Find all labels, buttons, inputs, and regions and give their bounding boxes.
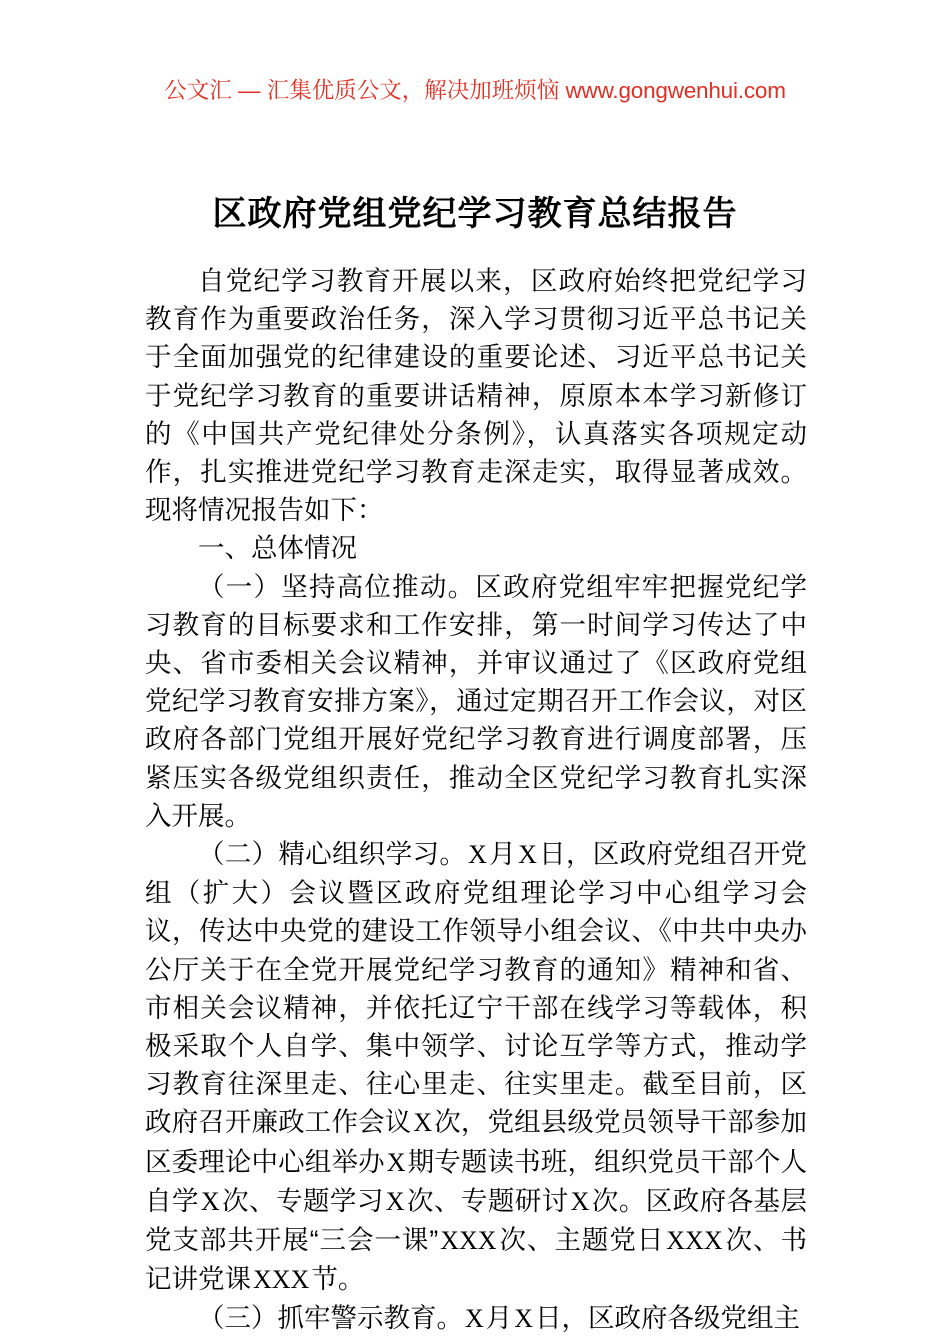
placeholder-token: X: [386, 1147, 406, 1177]
document-body: [145, 262, 807, 1339]
text-run: 次、专题学习: [221, 1185, 384, 1216]
watermark-url: www.gongwenhui.com: [565, 78, 786, 103]
text-run: 日，区政府党组召开党组（扩大）会议暨区政府党组理论学习中心组学习会议，传达中央党的建设工作领导小组会议、《中共中央办公厅关于在全党开展党纪学习教育的通知》精神和省、市相关会议精神，并依托辽宁干部在线学习等载体，积极采取个人自学、集中领学、讨论互学等方式，推动学习教育往深里走、往心里走、往实里走。截至目前，区政府召开廉政工作会议: [145, 839, 808, 1138]
text-run: 期专题读书班，组织党员干部个人自学: [145, 1146, 808, 1216]
watermark-slogan: 公文汇 — 汇集优质公文，解决加班烦恼: [164, 78, 566, 103]
text-run: 日，区政府各级党组主: [535, 1303, 801, 1334]
placeholder-token: X: [200, 1186, 220, 1216]
watermark-banner: [0, 76, 950, 106]
paragraph-item-3: [145, 1299, 807, 1338]
placeholder-token: X: [413, 1108, 433, 1138]
text-run: 月: [485, 1303, 513, 1334]
paragraph-intro: 自党纪学习教育开展以来，区政府始终把党纪学习教育作为重要政治任务，深入学习贯彻习近平总书记关于全面加强党的纪律建设的重要论述、习近平总书记关于党纪学习教育的重要讲话精神，原原本本学习新修订的《中国共产党纪律处分条例》，认真落实各项规定动作，扎实推进党纪学习教育走深走实，取得显著成效。现将情况报告如下：: [145, 266, 807, 526]
text-run: 月: [488, 839, 517, 870]
text-run: 次、主题党日: [498, 1225, 665, 1256]
text-run: 次。区政府各基层党支部共开展“三会一课”: [145, 1185, 808, 1256]
text-run: 次、专题研讨: [406, 1185, 569, 1216]
placeholder-token: X: [570, 1186, 590, 1216]
placeholder-token: X: [465, 1304, 484, 1334]
document-title: 区政府党组党纪学习教育总结报告: [212, 194, 738, 233]
placeholder-token: X: [514, 1304, 534, 1334]
placeholder-token: X: [385, 1186, 405, 1216]
placeholder-token: XXX: [440, 1226, 497, 1256]
paragraph-item-2: [145, 835, 807, 1299]
placeholder-token: XXX: [253, 1265, 310, 1295]
paragraph-item-1: （一）坚持高位推动。区政府党组牢牢把握党纪学习教育的目标要求和工作安排，第一时间学习传达了中央、省市委相关会议精神，并审议通过了《区政府党组党纪学习教育安排方案》，通过定期召开工作会议，对区政府各部门党组开展好党纪学习教育进行调度部署，压紧压实各级党组织责任，推动全区党纪学习教育扎实深入开展。: [145, 571, 807, 831]
text-run: 次，党组县级党员领导干部参加区委理论中心组举办: [145, 1107, 808, 1177]
text-run: （二）精心组织学习。: [198, 839, 467, 870]
placeholder-token: X: [468, 840, 487, 870]
section-heading-one: 一、总体情况: [198, 533, 357, 564]
text-run: 节。: [311, 1264, 365, 1295]
text-run: 次、书记讲党课: [145, 1225, 808, 1295]
text-run: （三）抓牢警示教育。: [198, 1303, 463, 1334]
placeholder-token: XXX: [666, 1226, 723, 1256]
placeholder-token: X: [518, 840, 537, 870]
